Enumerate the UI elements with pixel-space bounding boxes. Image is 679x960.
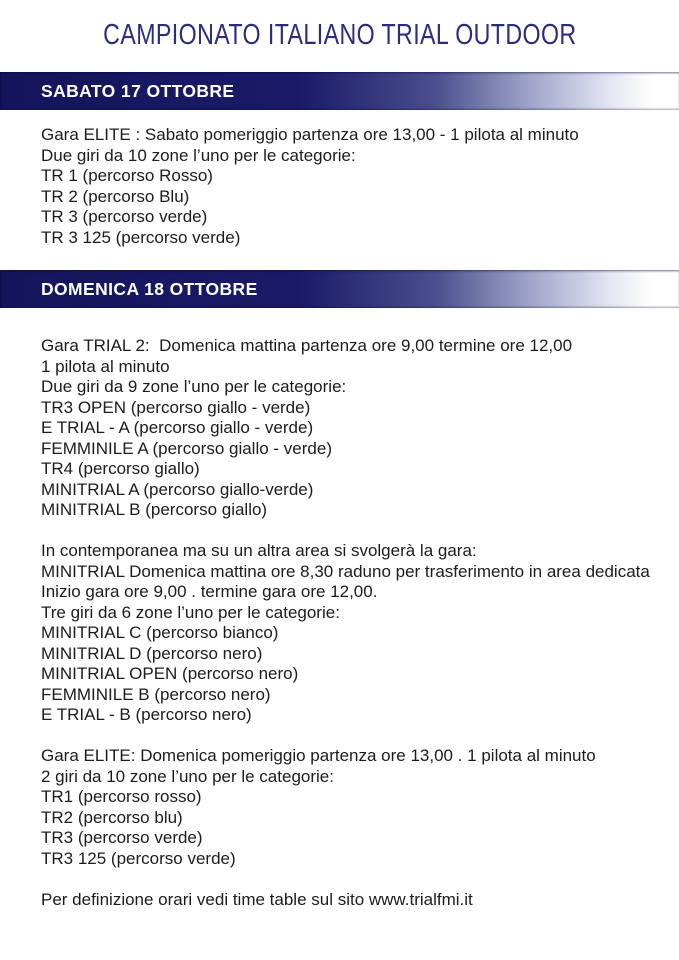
section-header-bar bbox=[0, 72, 679, 110]
page-title: CAMPIONATO ITALIANO TRIAL OUTDOOR bbox=[102, 19, 577, 51]
text-line: 1 pilota al minuto bbox=[41, 356, 170, 376]
text-line: TR3 125 (percorso verde) bbox=[41, 848, 236, 868]
text-line: 2 giri da 10 zone l’uno per le categorie: bbox=[41, 766, 334, 786]
section-header-bar bbox=[0, 270, 679, 308]
text-line: MINITRIAL C (percorso bianco) bbox=[41, 623, 279, 642]
text-line: E TRIAL - B (percorso nero) bbox=[41, 705, 252, 724]
text-line: TR2 (percorso blu) bbox=[41, 807, 183, 827]
text-line: TR 2 (percorso Blu) bbox=[41, 186, 190, 206]
text-line: FEMMINILE A (percorso giallo - verde) bbox=[41, 438, 332, 458]
text-line: TR1 (percorso rosso) bbox=[41, 787, 202, 806]
text-line: TR3 (percorso verde) bbox=[41, 828, 203, 847]
text-line: Gara ELITE: Domenica pomeriggio partenza ore 13,00 . 1 pilota al minuto bbox=[41, 746, 596, 765]
text-line: TR3 OPEN (percorso giallo - verde) bbox=[41, 397, 311, 417]
paragraph bbox=[41, 336, 671, 521]
text-line: MINITRIAL A (percorso giallo-verde) bbox=[41, 479, 314, 499]
text-line: TR4 (percorso giallo) bbox=[41, 459, 200, 478]
text-line: Tre giri da 6 zone l’uno per le categorie: bbox=[41, 602, 340, 622]
paragraph bbox=[41, 125, 671, 248]
text-line: TR 3 125 (percorso verde) bbox=[41, 227, 241, 247]
section bbox=[0, 72, 679, 248]
text-line: Due giri da 9 zone l’uno per le categorie: bbox=[41, 377, 347, 396]
text-line: FEMMINILE B (percorso nero) bbox=[41, 684, 271, 704]
section bbox=[0, 270, 679, 869]
text-line: Inizio gara ore 9,00 . termine gara ore 12,00. bbox=[41, 582, 378, 601]
section-header-label: DOMENICA 18 OTTOBRE bbox=[41, 278, 258, 299]
text-line: Due giri da 10 zone l’uno per le categorie: bbox=[41, 145, 356, 165]
text-line: MINITRIAL D (percorso nero) bbox=[41, 643, 263, 663]
footer-note: Per definizione orari vedi time table sul sito www.trialfmi.it bbox=[41, 889, 473, 909]
section-body bbox=[0, 336, 679, 869]
text-line: Gara TRIAL 2: Domenica mattina partenza ore 9,00 termine ore 12,00 bbox=[41, 336, 573, 355]
text-line: MINITRIAL B (percorso giallo) bbox=[41, 500, 268, 519]
title-wrap bbox=[0, 0, 679, 50]
text-line: Gara ELITE : Sabato pomeriggio partenza ore 13,00 - 1 pilota al minuto bbox=[41, 125, 579, 144]
text-line: TR 3 (percorso verde) bbox=[41, 207, 208, 226]
text-line: TR 1 (percorso Rosso) bbox=[41, 166, 213, 185]
paragraph bbox=[41, 541, 671, 726]
text-line: In contemporanea ma su un altra area si svolgerà la gara: bbox=[41, 541, 477, 560]
section-body bbox=[0, 125, 679, 248]
text-line: E TRIAL - A (percorso giallo - verde) bbox=[41, 418, 314, 437]
sections-container bbox=[0, 72, 679, 869]
text-line: MINITRIAL Domenica mattina ore 8,30 raduno per trasferimento in area dedicata bbox=[41, 561, 650, 581]
section-header-label: SABATO 17 OTTOBRE bbox=[41, 80, 235, 101]
paragraph bbox=[41, 746, 671, 869]
text-line: MINITRIAL OPEN (percorso nero) bbox=[41, 664, 299, 683]
